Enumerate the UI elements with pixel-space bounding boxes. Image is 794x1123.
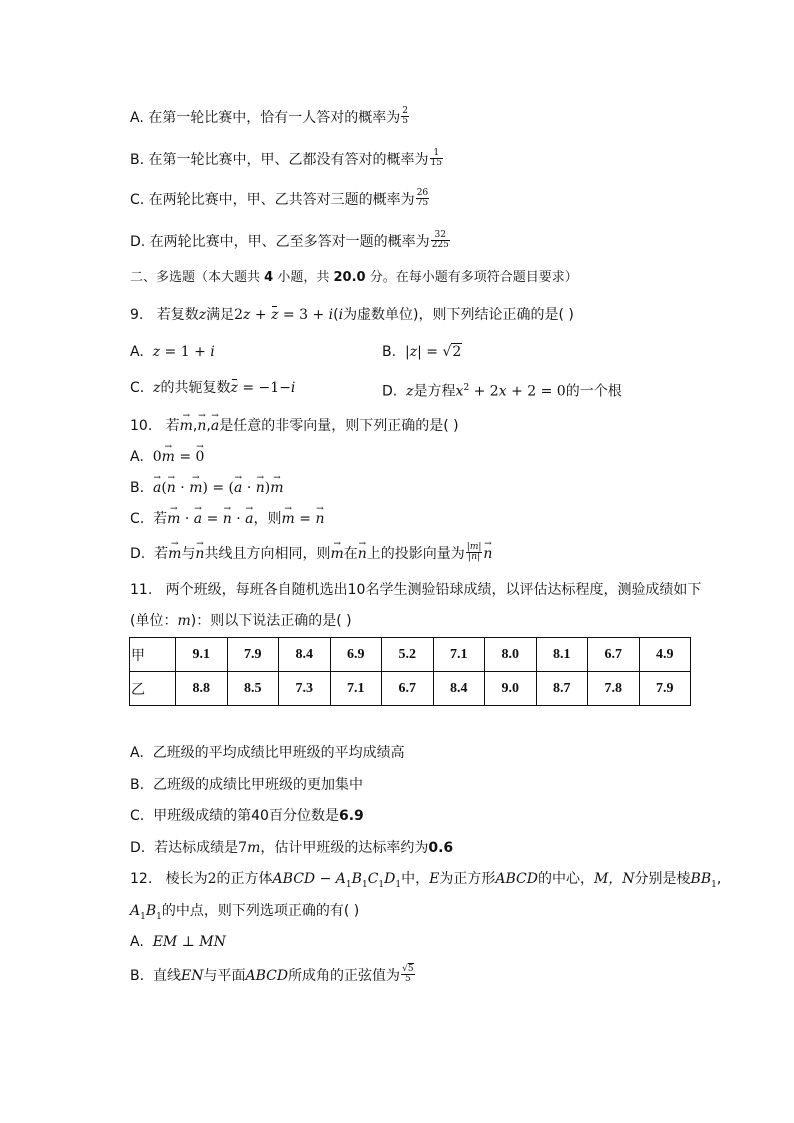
- q12-option-b: B. 直线EN与平面ABCD所成角的正弦值为 $\frac{√5}{5}$: [130, 963, 414, 984]
- q11-stem-line2: (单位：m)：则以下说法正确的是( ): [130, 613, 352, 629]
- q9-option-a: A. z = 1 + i: [130, 344, 215, 360]
- fraction: $\frac{2}{5}$: [402, 105, 408, 126]
- fraction: $\frac{|m|}{|n|}$: [466, 541, 482, 562]
- table-row: 乙 8.8 8.5 7.3 7.1 6.7 8.4 9.0 8.7 7.8 7.9: [130, 672, 691, 706]
- q11-stem-line1: 11. 两个班级，每班各自随机选出10名学生测验铅球成绩，以评估达标程度，测验成绩如下: [130, 582, 702, 598]
- fraction: $\frac{32}{225}$: [431, 229, 449, 250]
- q11-option-b: B. 乙班级的成绩比甲班级的更加集中: [130, 777, 363, 793]
- q9-option-d: D. z是方程$x^2 + 2x + 2 = 0$的一个根: [382, 383, 622, 400]
- table-row: 甲 9.1 7.9 8.4 6.9 5.2 7.1 8.0 8.1 6.7 4.9: [130, 638, 691, 672]
- q12-option-a: A. EM ⊥ MN: [130, 934, 226, 950]
- q11-option-d: D. 若达标成绩是7m，估计甲班级的达标率约为0.6: [130, 840, 454, 856]
- q12-stem-line2: $A_1B_1$的中点，则下列选项正确的有( ): [130, 903, 360, 922]
- q10-stem: 10. 若→ m,→ n,→ a是任意的非零向量，则下列正确的是( ): [130, 416, 459, 436]
- q8-option-b: B. 在第一轮比赛中，甲、乙都没有答对的概率为 $\frac{1}{15}$: [130, 147, 442, 168]
- fraction: $\frac{1}{15}$: [430, 147, 442, 168]
- q9-stem: 9. 若复数z满足2z + z = 3 + i(i为虚数单位)，则下列结论正确的是( ): [130, 307, 574, 323]
- q9-option-b: B. |z| = √2: [382, 344, 462, 360]
- q10-option-b: B. → a(→ n · → m) = (→ a · → n)→ m: [130, 478, 284, 498]
- q10-option-d: D. 若→ m与→ n共线且方向相同，则→ m在→ n上的投影向量为 $\frac{|m|}{|n|}$ → n: [130, 544, 492, 564]
- section-heading: 二、多选题（本大题共 4 小题，共 20.0 分。在每小题有多项符合题目要求）: [130, 270, 578, 285]
- q8-option-c: C. 在两轮比赛中，甲、乙共答对三题的概率为 $\frac{26}{75}$: [130, 187, 429, 208]
- q8-option-a: A. 在第一轮比赛中，恰有一人答对的概率为 $\frac{2}{5}$: [130, 105, 408, 126]
- q12-stem-line1: 12. 棱长为2的正方体ABCD − $A_1B_1C_1D_1$中，E为正方形ABCD的中心，M，N分别是棱$BB_1$,: [130, 871, 722, 890]
- q11-option-c: C. 甲班级成绩的第40百分位数是6.9: [130, 808, 364, 824]
- q10-option-a: A. 0→ m = → 0: [130, 447, 204, 467]
- fraction: $\frac{√5}{5}$: [402, 963, 414, 984]
- q8-option-d: D. 在两轮比赛中，甲、乙至多答对一题的概率为 $\frac{32}{225}$: [130, 229, 449, 250]
- fraction: $\frac{26}{75}$: [416, 187, 429, 208]
- score-table: [129, 637, 691, 706]
- q10-option-c: C. 若→ m · → a = → n · → a，则→ m = → n: [130, 509, 324, 529]
- q11-option-a: A. 乙班级的平均成绩比甲班级的平均成绩高: [130, 745, 405, 761]
- q9-option-c: C. z的共轭复数z = −1−i: [130, 380, 296, 396]
